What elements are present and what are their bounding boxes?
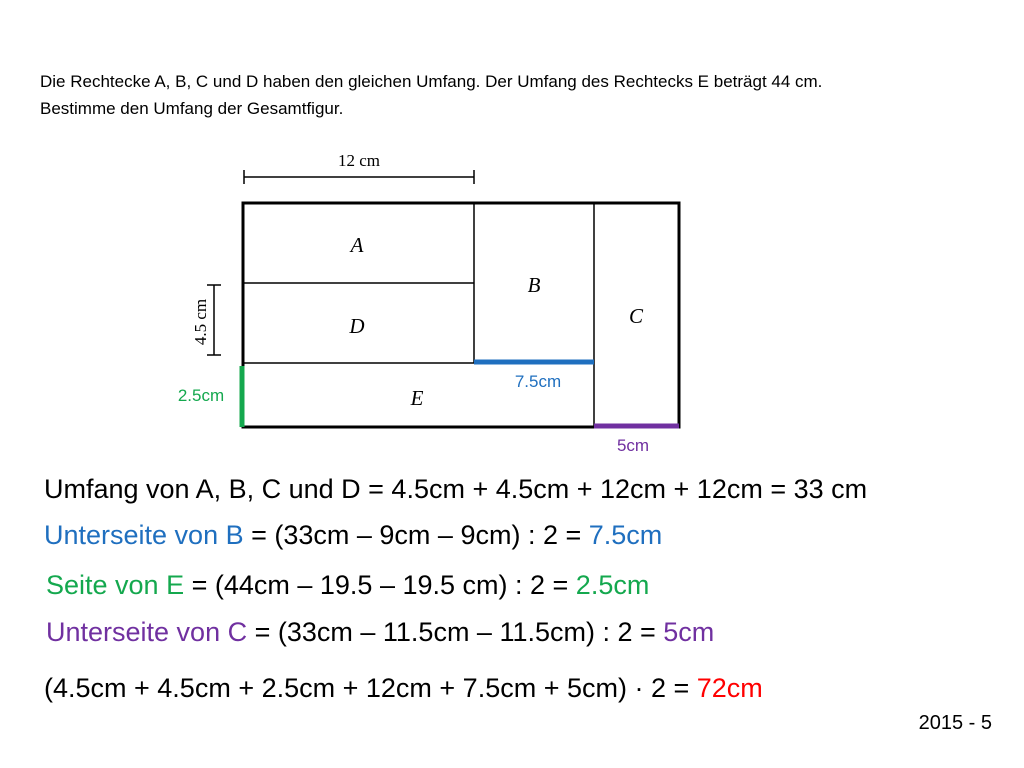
equation-bottom-c-calc: = (33cm – 11.5cm – 11.5cm) : 2 = <box>247 617 664 647</box>
equation-side-e-result: 2.5cm <box>575 570 650 600</box>
rect-label-b: B <box>527 273 541 297</box>
height-dim-label: 4.5 cm <box>191 298 210 346</box>
equation-bottom-c-lead: Unterseite von C <box>46 617 248 647</box>
equation-bottom-b <box>44 520 662 551</box>
equation-side-e <box>46 570 649 601</box>
equation-bottom-c-result: 5cm <box>663 617 715 647</box>
equation-side-e-calc: = (44cm – 19.5 – 19.5 cm) : 2 = <box>184 570 576 600</box>
equation-total-result: 72cm <box>696 673 763 703</box>
bottom-b-label: 7.5cm <box>514 372 562 391</box>
equation-bottom-b-result: 7.5cm <box>588 520 663 550</box>
equation-side-e-lead: Seite von E <box>46 570 185 600</box>
width-dimension <box>244 151 474 184</box>
slide-number: 2015 - 5 <box>918 712 992 734</box>
side-e-label: 2.5cm <box>177 386 225 405</box>
equation-perimeter-abcd: Umfang von A, B, C und D = 4.5cm + 4.5cm + 12cm + 12cm = 33 cm <box>44 474 868 504</box>
rect-label-c: C <box>628 304 644 328</box>
rect-label-e: E <box>410 386 424 410</box>
rectangles <box>243 203 679 427</box>
rect-label-a: A <box>350 233 364 257</box>
equation-total-calc: (4.5cm + 4.5cm + 2.5cm + 12cm + 7.5cm + 5cm) · 2 = <box>44 673 697 703</box>
equation-bottom-b-calc: = (33cm – 9cm – 9cm) : 2 = <box>243 520 589 550</box>
equation-bottom-c <box>46 617 714 648</box>
width-dim-label: 12 cm <box>337 151 381 170</box>
height-dimension <box>191 285 221 355</box>
bottom-c-label: 5cm <box>616 436 650 455</box>
equation-bottom-b-lead: Unterseite von B <box>44 520 244 550</box>
rect-label-d: D <box>349 314 365 338</box>
task-text: Die Rechtecke A, B, C und D haben den gleichen Umfang. Der Umfang des Rechtecks E beträgt 44 cm. Bestimme den Umfang der Gesamtfigur. <box>40 72 823 118</box>
equation-total-perimeter <box>44 673 763 704</box>
